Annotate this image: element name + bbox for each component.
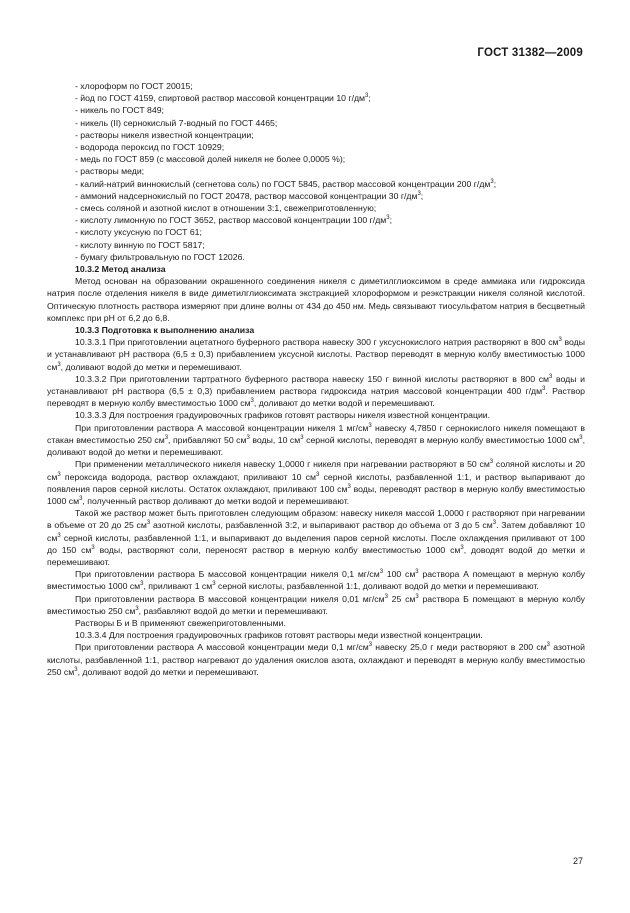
paragraph-10-3-3-4: 10.3.3.4 Для построения градуировочных графиков готовят растворы меди известной концентрации. <box>75 630 483 641</box>
list-item: - бумагу фильтровальную по ГОСТ 12026. <box>75 251 245 262</box>
paragraph-solution-b: При приготовлении раствора Б массовой концентрации никеля 0,1 $мг/см^3$ 100 $см^3$ раствора А помещают в мерную колбу вместимостью 1000 $см^3$, приливают 1 $см^3$ серной кислоты, разбавленной 1:1, доливают водой до метки и перемешивают. <box>47 569 585 592</box>
paragraph-10-3-3-3: 10.3.3.3 Для построения градуировочных графиков готовят растворы никеля известной концентрации. <box>75 410 491 421</box>
list-item: - хлороформ по ГОСТ 20015; <box>75 81 193 91</box>
list-item: - растворы никеля известной концентрации; <box>75 129 254 140</box>
list-item: - смесь соляной и азотной кислот в отношении 3:1, свежеприготовленную; <box>75 203 377 214</box>
list-item: - никель (II) сернокислый 7-водный по ГОСТ 4465; <box>75 117 278 128</box>
paragraph-solution-v: При приготовлении раствора В массовой концентрации никеля 0,01 $мг/см^3$ 25 $см^3$ раствора Б помещают в мерную колбу вместимостью 250 $см^3$, разбавляют водой до метки и перемешивают. <box>47 593 585 616</box>
section-heading-10-3-3: 10.3.3 Подготовка к выполнению анализа <box>75 325 255 336</box>
list-item: - никель по ГОСТ 849; <box>75 105 164 116</box>
list-item: - кислоту лимонную по ГОСТ 3652, раствор массовой концентрации 100 $г/дм^3$; <box>75 215 393 226</box>
paragraph-fresh-solutions: Растворы Б и В применяют свежеприготовленными. <box>75 617 286 628</box>
paragraph-10-3-3-1: 10.3.3.1 При приготовлении ацетатного буферного раствора навеску 300 г уксуснокислого натрия растворяют в 800 $см^3$ воды и устанавливают pH раствора (6,5 ± 0,3) прибавлением уксусной кислоты. Раствор переводят в мерную колбу вместимостью 1000 $см^3$, доливают водой до метки и перемешивают. <box>47 337 585 372</box>
paragraph-alternative-prep: Такой же раствор может быть приготовлен следующим образом: навеску никеля массой 1,0000 г растворяют при нагревании в объеме от 20 до 25 $см^3$ азотной кислоты, разбавленной 3:2, и выпаривают раствор до объема от 3 до 5 $см^3$. Затем добавляют 10 $см^3$ серной кислоты, разбавленной 1:1, и выпаривают до выделения паров серной кислоты. После охлаждения приливают от 100 до 150 $см^3$ воды, растворяют соли, переносят раствор в мерную колбу вместимостью 1000 $см^3$, доводят водой до метки и перемешивают. <box>47 508 585 567</box>
page-body <box>47 80 585 678</box>
paragraph-10-3-3-2: 10.3.3.2 При приготовлении тартратного буферного раствора навеску 150 г винной кислоты растворяют в 800 $см^3$ воды и устанавливают pH раствора (6,5 ± 0,3) прибавлением раствора гидроксида натрия массовой концентрации 400 $г/дм^3$. Раствор переводят в мерную колбу вместимостью 1000 $см^3$, доливают до метки водой и перемешивают. <box>47 373 585 409</box>
document-header: ГОСТ 31382—2009 <box>477 47 583 59</box>
paragraph-solution-a: При приготовлении раствора А массовой концентрации никеля 1 $мг/см^3$ навеску 4,7850 г сернокислого никеля помещают в стакан вместимостью 250 $см^3$, прибавляют 50 $см^3$ воды, 10 $см^3$ серной кислоты, переводят в мерную колбу вместимостью 1000 $см^3$, доливают водой до метки и перемешивают. <box>47 422 585 458</box>
list-item: - калий-натрий виннокислый (сегнетова соль) по ГОСТ 5845, раствор массовой концентрации 200 $г/дм^3$; <box>75 178 497 189</box>
section-heading-10-3-2: 10.3.2 Метод анализа <box>75 264 166 275</box>
list-item: - йод по ГОСТ 4159, спиртовой раствор массовой концентрации 10 $г/дм^3$; <box>75 93 371 104</box>
list-item: - медь по ГОСТ 859 (с массовой долей никеля не более 0,0005 %); <box>75 154 346 165</box>
paragraph-method: Метод основан на образовании окрашенного соединения никеля с диметилглиоксимом в среде аммиака или гидроксида натрия после отделения никеля в виде диметилглиоксимата экстракцией хлороформом и реэкстракции никеля соляной кислотой. Оптическую плотность раствора измеряют при длине волны от 434 до 450 нм. Медь связывают тиосульфатом натрия в бесцветный комплекс при pH от 6,2 до 6,8. <box>47 276 585 323</box>
list-item: - водорода пероксид по ГОСТ 10929; <box>75 142 225 153</box>
list-item: - кислоту уксусную по ГОСТ 61; <box>75 227 202 238</box>
list-item: - аммоний надсернокислый по ГОСТ 20478, раствор массовой концентрации 30 $г/дм^3$; <box>75 190 424 201</box>
list-item: - растворы меди; <box>75 166 145 177</box>
paragraph-copper-solution-a: При приготовлении раствора А массовой концентрации меди 0,1 $мг/см^3$ навеску 25,0 г меди растворяют в 200 $см^3$ азотной кислоты, разбавленной 1:1, раствор нагревают до удаления окислов азота, охлаждают и переводят в мерную колбу вместимостью 250 $см^3$, доливают водой до метки и перемешивают. <box>47 642 585 677</box>
list-item: - кислоту винную по ГОСТ 5817; <box>75 239 205 250</box>
page-number: 27 <box>572 856 583 866</box>
paragraph-metallic-nickel: При применении металлического никеля навеску 1,0000 г никеля при нагревании растворяют в 50 $см^3$ соляной кислоты и 20 $см^3$ пероксида водорода, раствор охлаждают, приливают 10 $см^3$ серной кислоты, разбавленной 1:1, и раствор выпаривают до появления паров серной кислоты. Остаток охлаждают, приливают 100 $см^3$ воды, переводят раствор в мерную колбу вместимостью 1000 $см^3$, полученный раствор доливают до метки водой и перемешивают. <box>47 459 585 506</box>
